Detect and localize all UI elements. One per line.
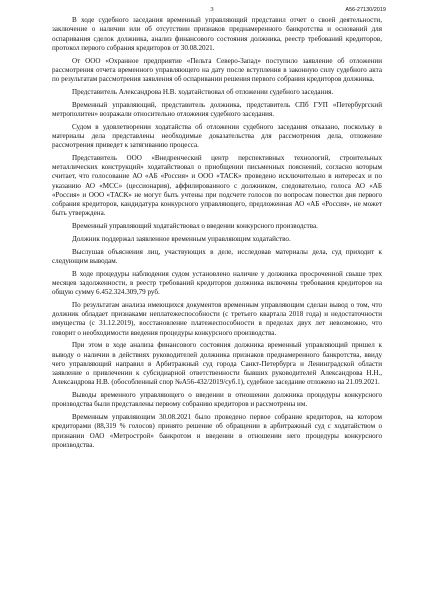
paragraph-motion-denied: Судом в удовлетворении ходатайства об отложении судебного заседания отказано, поскольку в материалы дела представлены необходимые доказательства для рассмотрения дела, отложение рассмотрения приведет к затягиванию процесса. bbox=[52, 122, 382, 149]
page-number: 3 bbox=[210, 6, 214, 13]
paragraph-report-submitted: В ходе судебного заседания временный управляющий представил отчет о своей деятельности, заключение о наличии или об отсутствии признаков преднамеренного банкротства и оснований для оспаривания сделок должника, анализ финансового состояния должника, реестр требований кредиторов, протокол первого собрания кредиторов от 30.08.2021. bbox=[52, 16, 382, 52]
paragraph-objections: Временный управляющий, представитель должника, представитель СПб ГУП «Петербургский метрополитен» возражали относительно отложения судебного заседания. bbox=[52, 100, 382, 118]
paragraph-postponement-request: От ООО «Охранное предприятие «Пельта Северо-Запад» поступило заявление об отложении рассмотрения отчета временного управляющего на дату после вступления в законную силу судебного акта по результатам рассмотрения заявления об оспаривании решения первого собрания кредиторов должника. bbox=[52, 56, 382, 83]
case-number: А56-27130/2019 bbox=[345, 7, 386, 13]
paragraph-court-findings-intro: Выслушав объяснения лиц, участвующих в деле, исследовав материалы дела, суд приходит к следующим выводам. bbox=[52, 247, 382, 265]
paragraph-insolvency-analysis: По результатам анализа имеющихся документов временным управляющим сделан вывод о том, что должник обладает признаками неплатежеспособности (с третьего квартала 2018 года) и недостаточности имущества (с 31.12.2019), восстановление платежеспособности в пределах двух лет невозможно, что говорит о необходимости введения процедуры конкурсного производства. bbox=[52, 300, 382, 337]
paragraph-first-creditors-meeting: Временным управляющим 30.08.2021 было проведено первое собрание кредиторов, на котором кредиторами (88,319 % голосов) принято решение об обращении в арбитражный суд с ходатайством о признании ОАО «Метрострой» банкротом и введении в отношении него процедуры конкурсного производства. bbox=[52, 413, 382, 449]
paragraph-written-explanations: Представитель ООО «Внедренческий центр перспективных технологий, строительных металлических конструкций» ходатайствовал о приобщении письменных пояснений, согласно которым считает, что голосование АО «АБ «Россия» и ООО «ТАСК» проведено исключительно в интересах и по указанию АО «МСС» (цессионария), аффилированного с должником, следовательно, голоса АО «АБ «Россия» и ООО «ТАСК» не могут быть учтены при подсчете голосов по вопросам повестки дня первого собрания кредиторов, кандидатура конкурсного управляющего, предложенная АО «АБ «Россия», не может быть утверждена. bbox=[52, 153, 382, 218]
paragraph-bankruptcy-motion: Временный управляющий ходатайствовал о введении конкурсного производства. bbox=[72, 222, 318, 230]
paragraph-deliberate-bankruptcy: При этом в ходе анализа финансового состояния должника временный управляющий пришел к выводу о наличии в действиях руководителей должника признаков преднамеренного банкротства, ввиду чего управляющий направил в Арбитражный суд города Санкт-Петербурга и Ленинградской области заявление о привлечении к субсидиарной ответственности бывших руководителей Александрова Н.Н., Александрова Н.В. (обособленный спор №А56-432/2019/суб.1), судебное заседание отложено на 21.09.2021. bbox=[52, 341, 382, 387]
paragraph-debtor-support: Должник поддержал заявленное временным управляющим ходатайство. bbox=[72, 234, 291, 243]
paragraph-overdue-debt: В ходе процедуры наблюдения судом установлено наличие у должника просроченной свыше трех месяцев задолженности, в реестр требований кредиторов должника включены требования кредиторов на общую сумму 6.452.324.309,79 руб. bbox=[52, 269, 382, 296]
paragraph-representative-motion: Представитель Александрова Н.В. ходатайствовал об отложении судебного заседания. bbox=[72, 87, 334, 96]
paragraph-conclusions-presented: Выводы временного управляющего о введении в отношении должника процедуры конкурсного производства были представлены первому собранию кредиторов и рассмотрены им. bbox=[52, 391, 382, 409]
document-body bbox=[52, 16, 382, 454]
